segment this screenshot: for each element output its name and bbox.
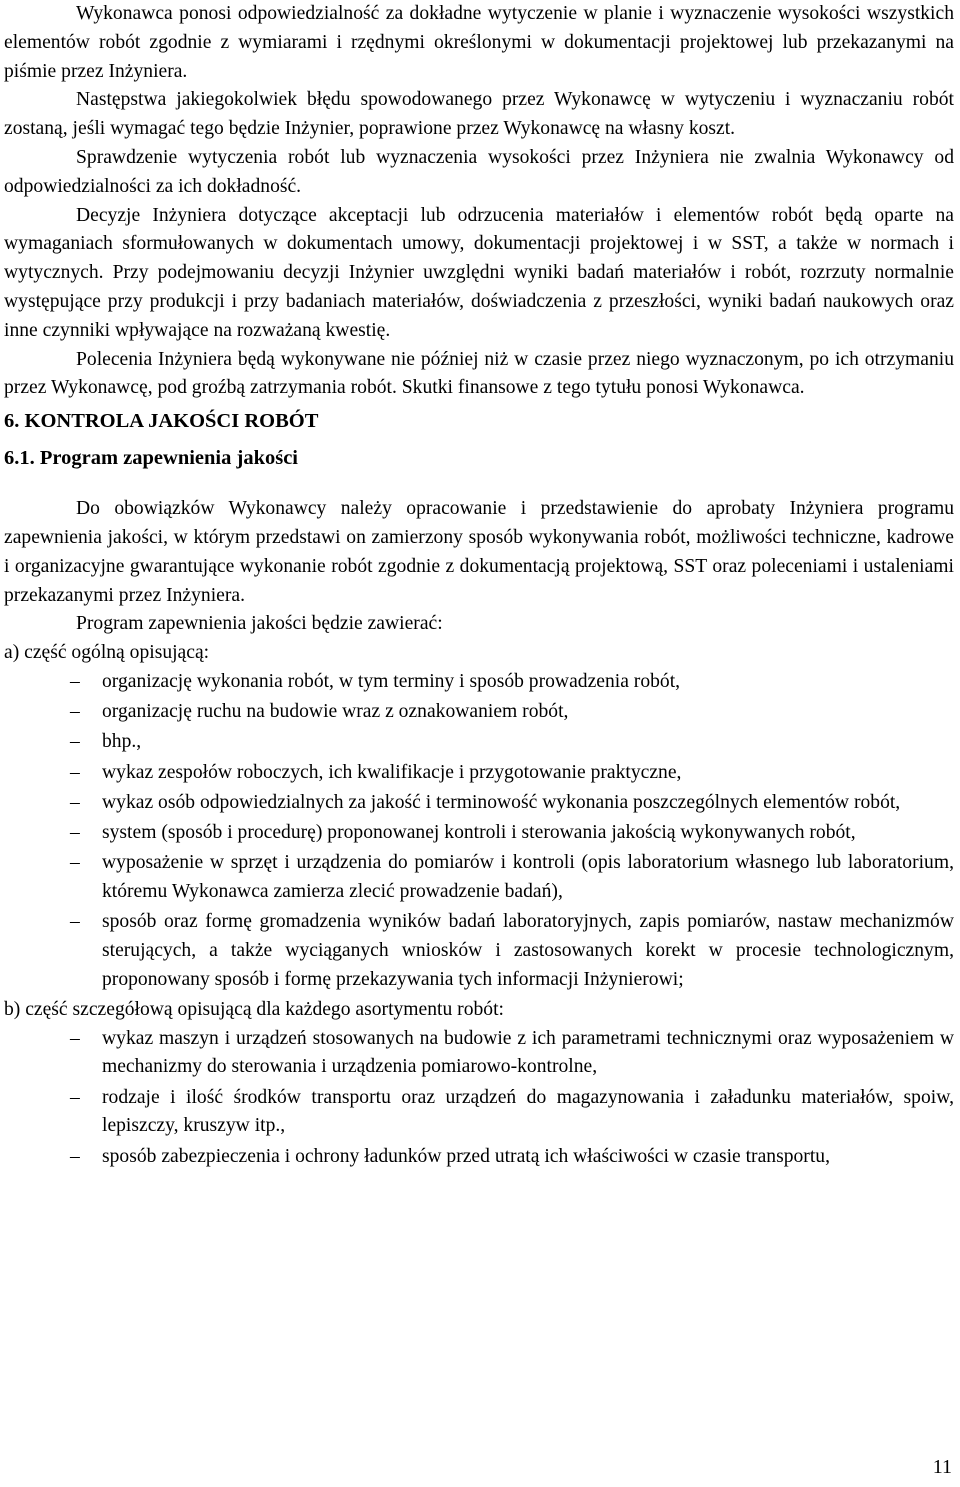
- paragraph-error-consequences: Następstwa jakiegokolwiek błędu spowodowanego przez Wykonawcę w wytyczeniu i wyznaczaniu robót zostaną, jeśli wymagać tego będzie Inżynier, poprawione przez Wykonawcę na własny koszt.: [4, 89, 954, 140]
- list-item: [4, 819, 954, 848]
- paragraph-verification: Sprawdzenie wytyczenia robót lub wyznaczenia wysokości przez Inżyniera nie zwalnia Wykonawcy od odpowiedzialności za ich dokładność.: [4, 146, 954, 197]
- list-item-text: bhp.,: [102, 731, 142, 753]
- part-b-list: [4, 1025, 954, 1172]
- dash-bullet: –: [70, 701, 80, 723]
- paragraph-engineer-orders: Polecenia Inżyniera będą wykonywane nie później niż w czasie przez niego wyznaczonym, po ich otrzymaniu przez Wykonawcę, pod groźbą zatrzymania robót. Skutki finansowe z tego tytułu ponosi Wykonawca.: [4, 348, 954, 399]
- list-item: [4, 849, 954, 907]
- paragraph-program-duties: Do obowiązków Wykonawcy należy opracowanie i przedstawienie do aprobaty Inżyniera programu zapewnienia jakości, w którym przedstawi on zamierzony sposób wykonywania robót, możliwości techniczne, kadrowe i organizacyjne gwarantujące wykonanie robót zgodnie z dokumentacją projektową, SST oraz poleceniami i ustaleniami przekazanymi przez Inżyniera.: [4, 498, 954, 606]
- dash-bullet: –: [70, 821, 80, 843]
- dash-bullet: –: [70, 731, 80, 753]
- part-a-label: a) część ogólną opisującą:: [4, 642, 210, 664]
- list-item-text: wykaz maszyn i urządzeń stosowanych na budowie z ich parametrami technicznymi oraz wyposażeniem w mechanizmy do sterowania i urządzenia pomiarowo-kontrolne,: [102, 1027, 954, 1078]
- heading-spacer: [4, 473, 954, 495]
- list-item-text: organizację wykonania robót, w tym terminy i sposób prowadzenia robót,: [102, 670, 681, 692]
- list-item: [4, 908, 954, 994]
- list-item: [4, 698, 954, 727]
- paragraph-wytyczenie-responsibility: Wykonawca ponosi odpowiedzialność za dokładne wytyczenie w planie i wyznaczenie wysokości wszystkich elementów robót zgodnie z wymiarami i rzędnymi określonymi w dokumentacji projektowej lub przekazanymi na piśmie przez Inżyniera.: [4, 3, 954, 82]
- paragraph-program-contents: Program zapewnienia jakości będzie zawierać:: [76, 613, 443, 635]
- list-item: [4, 759, 954, 788]
- list-item-text: system (sposób i procedurę) proponowanej kontroli i sterowania jakością wykonywanych robót,: [102, 821, 856, 843]
- list-item: [4, 668, 954, 697]
- section-heading: 6. KONTROLA JAKOŚCI ROBÓT: [4, 410, 319, 433]
- dash-bullet: –: [70, 852, 80, 874]
- dash-bullet: –: [70, 911, 80, 933]
- dash-bullet: –: [70, 1145, 80, 1167]
- dash-bullet: –: [70, 670, 80, 692]
- dash-bullet: –: [70, 1086, 80, 1108]
- list-item-text: wyposażenie w sprzęt i urządzenia do pomiarów i kontroli (opis laboratorium własnego lub laboratorium, któremu Wykonawca zamierza zlecić prowadzenie badań),: [102, 852, 954, 902]
- list-item-text: wykaz osób odpowiedzialnych za jakość i terminowość wykonania poszczególnych elementów robót,: [102, 791, 901, 813]
- list-item: [4, 1084, 954, 1142]
- part-a-list: [4, 668, 954, 995]
- list-item-text: sposób oraz formę gromadzenia wyników badań laboratoryjnych, zapis pomiarów, nastaw mechanizmów sterujących, a także wyciąganych wniosków i zastosowanych korekt w procesie technologicznym, proponowany sposób i formę przekazywania tych informacji Inżynierowi;: [102, 911, 954, 990]
- list-item: [4, 1025, 954, 1083]
- list-item-text: organizację ruchu na budowie wraz z oznakowaniem robót,: [102, 701, 569, 723]
- list-item-text: sposób zabezpieczenia i ochrony ładunków przed utratą ich właściwości w czasie transportu,: [102, 1145, 830, 1167]
- dash-bullet: –: [70, 761, 80, 783]
- document-body: [4, 0, 954, 1173]
- list-item-text: wykaz zespołów roboczych, ich kwalifikacje i przygotowanie praktyczne,: [102, 761, 682, 783]
- list-item-text: rodzaje i ilość środków transportu oraz urządzeń do magazynowania i załadunku materiałów, spoiw, lepiszczy, kruszyw itp.,: [102, 1086, 954, 1137]
- paragraph-engineer-decisions: Decyzje Inżyniera dotyczące akceptacji lub odrzucenia materiałów i elementów robót będą oparte na wymaganiach sformułowanych w dokumentach umowy, dokumentacji projektowej i w SST, a także w normach i wytycznych. Przy podejmowaniu decyzji Inżynier uwzględni wyniki badań materiałów i robót, rozrzuty normalnie występujące przy produkcji i przy badaniach materiałów, doświadczenia z przeszłości, wyniki badań naukowych oraz inne czynniki wpływające na rozważaną kwestię.: [4, 204, 954, 341]
- dash-bullet: –: [70, 791, 80, 813]
- page-number: 11: [932, 1456, 952, 1478]
- list-item: [4, 728, 954, 757]
- list-item: [4, 1143, 954, 1172]
- list-item: [4, 789, 954, 818]
- part-b-label: b) część szczegółową opisującą dla każdego asortymentu robót:: [4, 998, 504, 1020]
- subsection-heading: 6.1. Program zapewnienia jakości: [4, 447, 298, 470]
- dash-bullet: –: [70, 1027, 80, 1049]
